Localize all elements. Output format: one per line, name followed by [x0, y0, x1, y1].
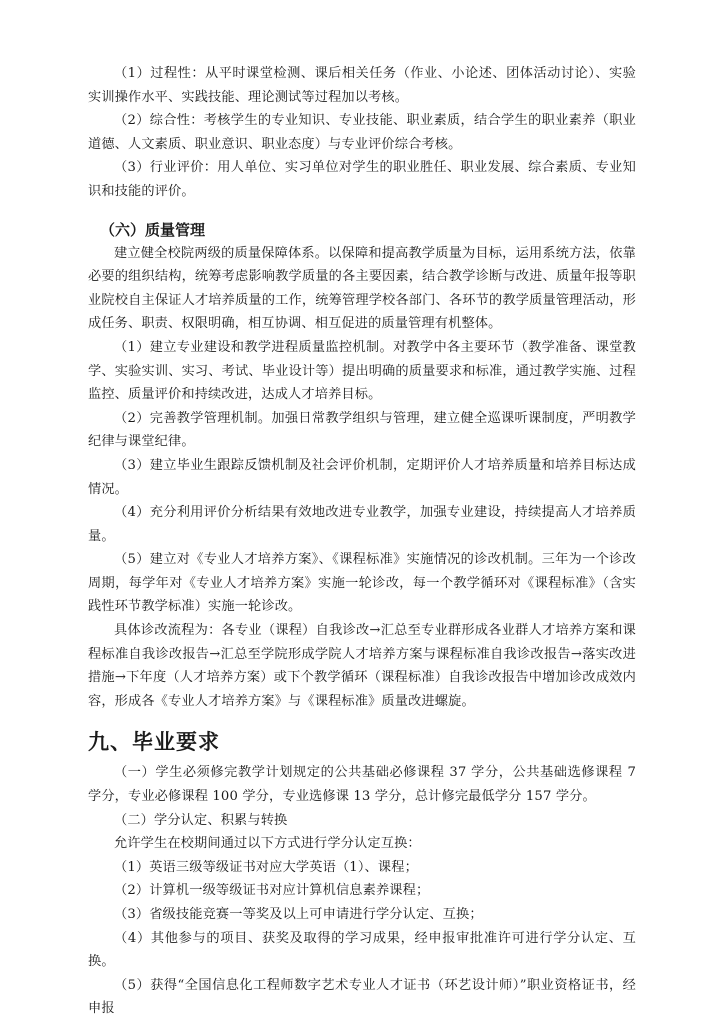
- quality-management-heading: （六）质量管理: [100, 220, 206, 239]
- graduation-credits-paragraph: （一）学生必须修完教学计划规定的公共基础必修课程 37 学分，公共基础选修课程 7 学分，专业必修课程 100 学分，专业选修课 13 学分，总计修完最低学分 157 学分。: [88, 765, 636, 805]
- assessment-process-paragraph: （1）过程性：从平时课堂检测、课后相关任务（作业、小论述、团体活动讨论）、实验实训操作水平、实践技能、理论测试等过程加以考核。: [88, 66, 636, 105]
- credit-list-item-3: （3）省级技能竞赛一等奖及以上可申请进行学分认定、互换；: [114, 907, 483, 922]
- assessment-comprehensive-paragraph: （2）综合性：考核学生的专业知识、专业技能、职业素质，结合学生的职业素养（职业道德、人文素质、职业意识、职业态度）与专业评价综合考核。: [88, 113, 636, 152]
- quality-item-4: （4）充分利用评价分析结果有效地改进专业教学，加强专业建设，持续提高人才培养质量。: [88, 505, 636, 544]
- assessment-industry-paragraph: （3）行业评价：用人单位、实习单位对学生的职业胜任、职业发展、综合素质、专业知识和技能的评价。: [88, 160, 636, 199]
- quality-item-1: （1）建立专业建设和教学进程质量监控机制。对教学中各主要环节（教学准备、课堂教学、实验实训、实习、考试、毕业设计等）提出明确的质量要求和标准，通过教学实施、过程监控、质量评价和持续改进，达成人才培养目标。: [88, 339, 636, 403]
- quality-item-3: （3）建立毕业生跟踪反馈机制及社会评价机制，定期评价人才培养质量和培养目标达成情况。: [88, 457, 636, 497]
- graduation-requirements-heading: 九、毕业要求: [88, 730, 220, 755]
- credit-list-item-4: （4）其他参与的项目、获奖及取得的学习成果，经申报审批准许可进行学分认定、互换。: [88, 930, 636, 970]
- page-content: [88, 62, 636, 1021]
- credit-exchange-intro: 允许学生在校期间通过以下方式进行学分认定互换：: [114, 836, 421, 852]
- quality-process-paragraph: 具体诊改流程为：各专业（课程）自我诊改→汇总至专业群形成各业群人才培养方案和课程标准自我诊改报告→汇总至学院形成学院人才培养方案与课程标准自我诊改报告→落实改进措施→下年度（人才培养方案）或下个教学循环（课程标准）自我诊改报告中增加诊改成效内容，形成各《专业人才培养方案》与《课程标准》质量改进螺旋。: [88, 623, 636, 709]
- quality-item-2: （2）完善教学管理机制。加强日常教学组织与管理，建立健全巡课听课制度，严明教学纪律与课堂纪律。: [88, 410, 636, 450]
- credit-list-item-1: （1）英语三级等级证书对应大学英语（1）、课程；: [114, 859, 418, 875]
- credit-list-item-5: （5）获得“全国信息化工程师数字艺术专业人才证书（环艺设计师）”职业资格证书，经申报: [88, 977, 636, 1017]
- quality-intro-paragraph: 建立健全校院两级的质量保障体系。以保障和提高教学质量为目标，运用系统方法，依靠必要的组织结构，统筹考虑影响教学质量的各主要因素，结合教学诊断与改进、质量年报等职业院校自主保证人才培养质量的工作，统筹管理学校各部门、各环节的教学质量管理活动，形成任务、职责、权限明确，相互协调、相互促进的质量管理有机整体。: [88, 245, 636, 332]
- credit-recognition-subheading: （二）学分认定、积累与转换: [114, 812, 288, 828]
- quality-item-5: （5）建立对《专业人才培养方案》、《课程标准》实施情况的诊改机制。三年为一个诊改周期，每学年对《专业人才培养方案》实施一轮诊改，每一个教学循环对《课程标准》（含实践性环节教学标准）实施一轮诊改。: [88, 552, 636, 615]
- credit-list-item-2: （2）计算机一级等级证书对应计算机信息素养课程；: [114, 883, 430, 899]
